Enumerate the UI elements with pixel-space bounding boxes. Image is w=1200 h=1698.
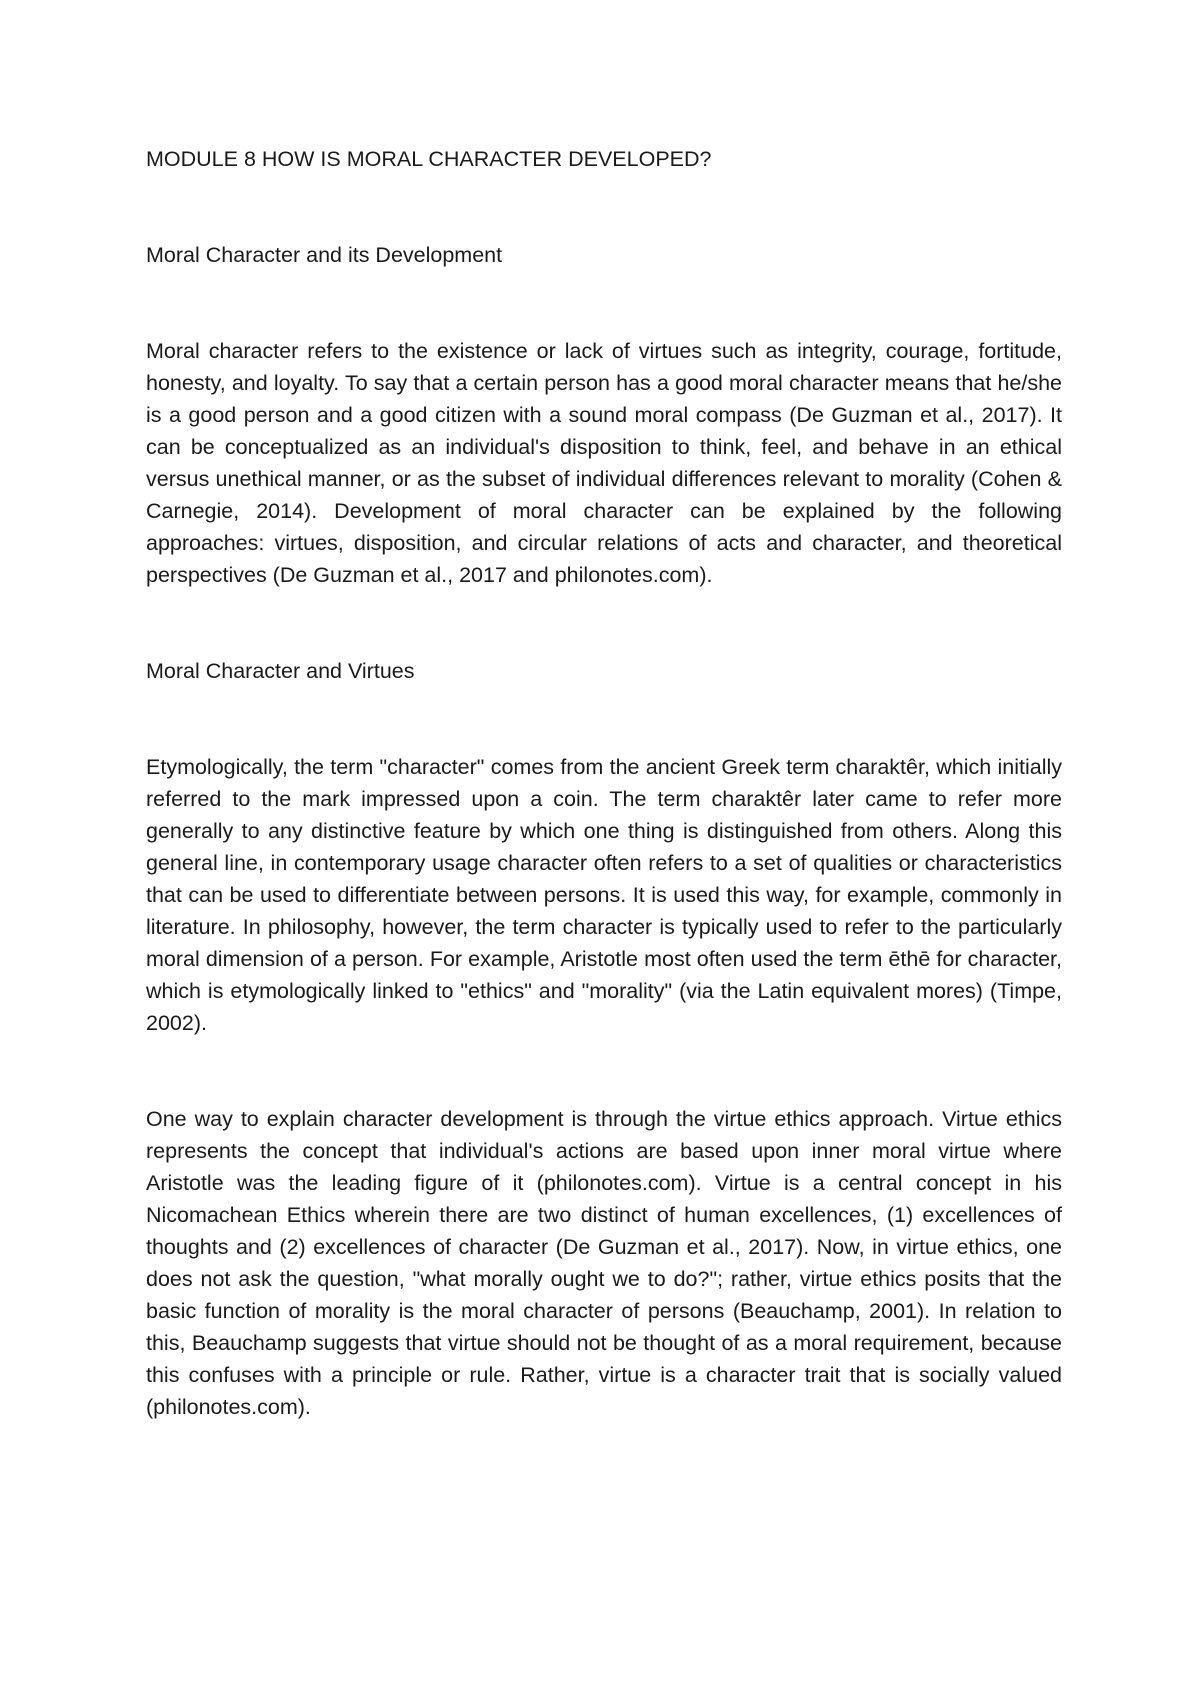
section-heading-virtues: Moral Character and Virtues xyxy=(146,659,415,683)
paragraph-etymology: Etymologically, the term "character" comes from the ancient Greek term charaktêr, which initially referred to the mark impressed upon a coin. The term charaktêr later came to refer more generally to any distinctive feature by which one thing is distinguished from others. Along this general line, in contemporary usage character often refers to a set of qualities or characteristics that can be used to differentiate between persons. It is used this way, for example, commonly in literature. In philosophy, however, the term character is typically used to refer to the particularly moral dimension of a person. For example, Aristotle most often used the term ēthē for character, which is etymologically linked to "ethics" and "morality" (via the Latin equivalent mores) (Timpe, 2002). xyxy=(146,755,1062,1035)
document-body xyxy=(146,143,1062,1423)
paragraph-virtue-ethics: One way to explain character development is through the virtue ethics approach. Virtue ethics represents the concept that individual's actions are based upon inner moral virtue where Aristotle was the leading figure of it (philonotes.com). Virtue is a central concept in his Nicomachean Ethics wherein there are two distinct of human excellences, (1) excellences of thoughts and (2) excellences of character (De Guzman et al., 2017). Now, in virtue ethics, one does not ask the question, "what morally ought we to do?"; rather, virtue ethics posits that the basic function of morality is the moral character of persons (Beauchamp, 2001). In relation to this, Beauchamp suggests that virtue should not be thought of as a moral requirement, because this confuses with a principle or rule. Rather, virtue is a character trait that is socially valued (philonotes.com). xyxy=(146,1107,1062,1419)
section-heading-development: Moral Character and its Development xyxy=(146,243,503,267)
document-title: MODULE 8 HOW IS MORAL CHARACTER DEVELOPED? xyxy=(146,147,712,171)
paragraph-moral-character-definition: Moral character refers to the existence or lack of virtues such as integrity, courage, fortitude, honesty, and loyalty. To say that a certain person has a good moral character means that he/she is a good person and a good citizen with a sound moral compass (De Guzman et al., 2017). It can be conceptualized as an individual's disposition to think, feel, and behave in an ethical versus unethical manner, or as the subset of individual differences relevant to morality (Cohen & Carnegie, 2014). Development of moral character can be explained by the following approaches: virtues, disposition, and circular relations of acts and character, and theoretical perspectives (De Guzman et al., 2017 and philonotes.com). xyxy=(146,339,1062,587)
